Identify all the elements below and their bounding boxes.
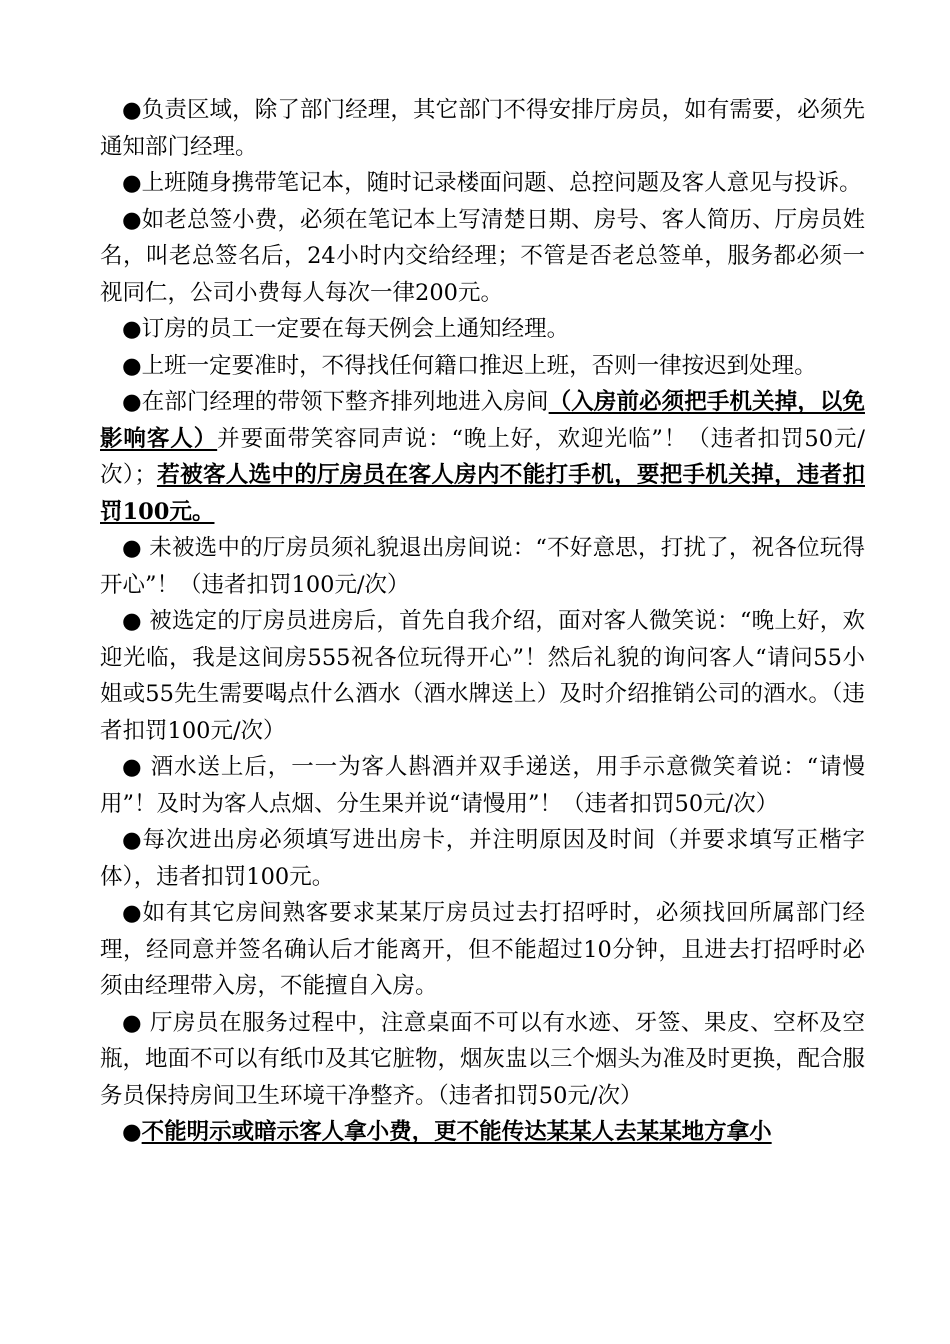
rule-text: ●每次进出房必须填写进出房卡，并注明原因及时间（并要求填写正楷字体），违者扣罚100元。 [100,827,865,890]
rule-paragraph [100,822,865,895]
rule-paragraph [100,895,865,1005]
emphasized-rule-text: （入房前必须把手机关掉，以免影响客人） [100,389,865,452]
rule-text: ● 未被选中的厅房员须礼貌退出房间说：“不好意思，打扰了，祝各位玩得开心”！（违者扣罚100元/次） [100,535,865,598]
rule-paragraph [100,202,865,312]
rule-text: ●在部门经理的带领下整齐排列地进入房间 [122,389,549,415]
rule-text: ●负责区域，除了部门经理，其它部门不得安排厅房员，如有需要，必须先通知部门经理。 [100,97,865,160]
rule-text: ●上班随身携带笔记本，随时记录楼面问题、总控问题及客人意见与投诉。 [122,170,862,196]
rule-paragraph [100,1114,865,1151]
rule-paragraph [100,530,865,603]
rule-paragraph [100,749,865,822]
rule-paragraph [100,311,865,348]
rule-paragraph [100,603,865,749]
rule-text: 并要面带笑容同声说：“晚上好，欢迎光临”！（违者扣罚50元/次）； [100,425,865,488]
emphasized-rule-text: 若被客人选中的厅房员在客人房内不能打手机，要把手机关掉，违者扣罚100元。 [100,462,865,525]
rule-paragraph [100,348,865,385]
rule-paragraph [100,1005,865,1115]
rule-text: ●上班一定要准时，不得找任何籍口推迟上班，否则一律按迟到处理。 [122,352,817,379]
rule-text: ●如老总签小费，必须在笔记本上写清楚日期、房号、客人简历、厅房员姓名，叫老总签名后，24小时内交给经理；不管是否老总签单，服务都必须一视同仁，公司小费每人每次一律200元。 [100,206,865,306]
rule-text: ● 被选定的厅房员进房后，首先自我介绍，面对客人微笑说：“晚上好，欢迎光临，我是这间房555祝各位玩得开心”！然后礼貌的询问客人“请问55小姐或55先生需要喝点什么酒水（酒水牌送上）及时介绍推销公司的酒水。（违者扣罚100元/次） [100,608,865,744]
rule-text: ● 厅房员在服务过程中，注意桌面不可以有水迹、牙签、果皮、空杯及空瓶，地面不可以有纸巾及其它脏物，烟灰盅以三个烟头为准及时更换，配合服务员保持房间卫生环境干净整齐。（违者扣罚50元/次） [100,1009,866,1109]
rule-paragraph [100,165,865,202]
emphasized-rule-text: 不能明示或暗示客人拿小费，更不能传达某某人去某某地方拿小 [141,1119,772,1145]
rule-text: ● 酒水送上后，一一为客人斟酒并双手递送，用手示意微笑着说：“请慢用”！及时为客人点烟、分生果并说“请慢用”！（违者扣罚50元/次） [100,754,865,817]
rule-text: ●如有其它房间熟客要求某某厅房员过去打招呼时，必须找回所属部门经理，经同意并签名确认后才能离开，但不能超过10分钟，且进去打招呼时必须由经理带入房，不能擅自入房。 [100,900,865,999]
rule-paragraph [100,92,865,165]
rule-text: ● [122,1119,142,1145]
rule-text: ●订房的员工一定要在每天例会上通知经理。 [122,316,570,342]
document-page [100,92,865,1151]
rule-paragraph [100,384,865,530]
